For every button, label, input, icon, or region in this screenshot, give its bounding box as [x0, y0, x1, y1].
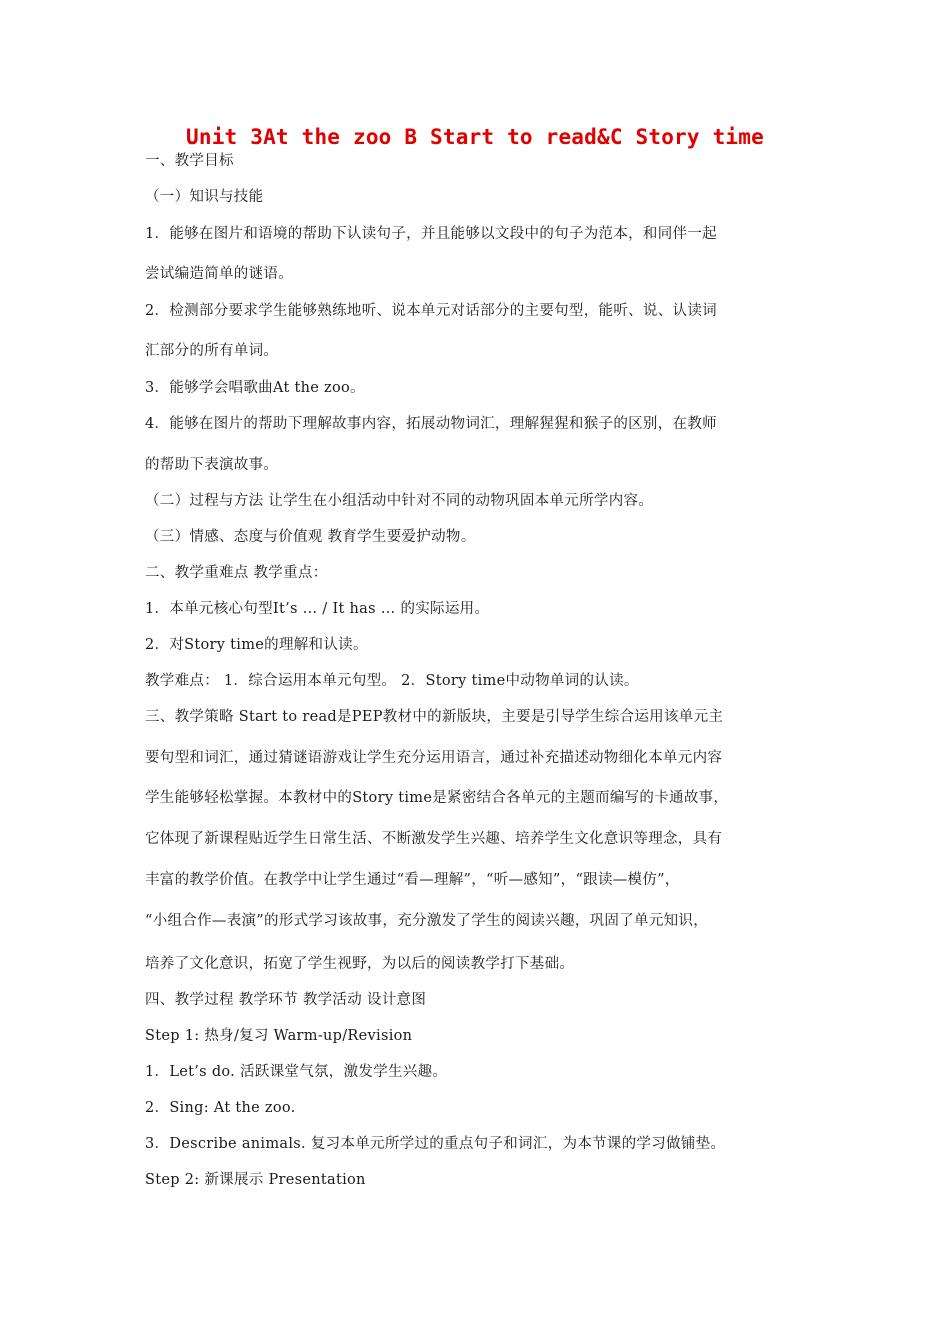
heading-process: 四、教学过程 教学环节 教学活动 设计意图	[145, 992, 427, 1008]
step-heading: Step 2: 新课展示 Presentation	[145, 1172, 366, 1188]
paragraph-line: 3．能够学会唱歌曲At the zoo。	[145, 380, 365, 396]
paragraph-line: 1．能够在图片和语境的帮助下认读句子，并且能够以文段中的句子为范本，和同伴一起	[145, 226, 717, 242]
paragraph-line: 要句型和词汇，通过猜谜语游戏让学生充分运用语言，通过补充描述动物细化本单元内容	[145, 750, 723, 766]
paragraph-line: 丰富的教学价值。在教学中让学生通过“看—理解”，“听—感知”，“跟读—模仿”，	[145, 872, 680, 888]
step-item: 2．Sing: At the zoo.	[145, 1100, 296, 1116]
paragraph-line: “小组合作—表演”的形式学习该故事，充分激发了学生的阅读兴趣，巩固了单元知识，	[145, 913, 709, 929]
paragraph-line: 学生能够轻松掌握。本教材中的Story time是紧密结合各单元的主题而编写的卡通故事，	[145, 790, 729, 806]
paragraph-line: 汇部分的所有单词。	[145, 343, 279, 359]
heading-strategy: 三、教学策略 Start to read是PEP教材中的新版块，主要是引导学生综合运用该单元主	[145, 709, 724, 725]
document-title: Unit 3At the zoo B Start to read&C Story time	[186, 125, 764, 149]
paragraph-line: 1．本单元核心句型It’s … / It has … 的实际运用。	[145, 601, 490, 617]
paragraph-line: 教学难点： 1．综合运用本单元句型。 2．Story time中动物单词的认读。	[145, 673, 639, 689]
subheading-attitudes-values: （三）情感、态度与价值观 教育学生要爱护动物。	[145, 529, 476, 545]
paragraph-line: 尝试编造简单的谜语。	[145, 266, 293, 282]
subheading-knowledge-skills: （一）知识与技能	[145, 189, 264, 205]
paragraph-line: 4．能够在图片的帮助下理解故事内容，拓展动物词汇，理解猩猩和猴子的区别，在教师	[145, 416, 717, 432]
step-item: 3．Describe animals. 复习本单元所学过的重点句子和词汇，为本节课的学习做铺垫。	[145, 1136, 726, 1152]
subheading-process-methods: （二）过程与方法 让学生在小组活动中针对不同的动物巩固本单元所学内容。	[145, 493, 654, 509]
paragraph-line: 它体现了新课程贴近学生日常生活、不断激发学生兴趣、培养学生文化意识等理念，具有	[145, 831, 723, 847]
heading-key-points: 二、教学重难点 教学重点：	[145, 565, 328, 581]
paragraph-line: 2．对Story time的理解和认读。	[145, 637, 368, 653]
heading-objectives: 一、教学目标	[145, 153, 234, 169]
paragraph-line: 2．检测部分要求学生能够熟练地听、说本单元对话部分的主要句型，能听、说、认读词	[145, 303, 717, 319]
step-heading: Step 1: 热身/复习 Warm-up/Revision	[145, 1028, 413, 1044]
paragraph-line: 的帮助下表演故事。	[145, 457, 279, 473]
paragraph-line: 培养了文化意识，拓宽了学生视野，为以后的阅读教学打下基础。	[145, 956, 575, 972]
step-item: 1．Let’s do. 活跃课堂气氛，激发学生兴趣。	[145, 1064, 448, 1080]
